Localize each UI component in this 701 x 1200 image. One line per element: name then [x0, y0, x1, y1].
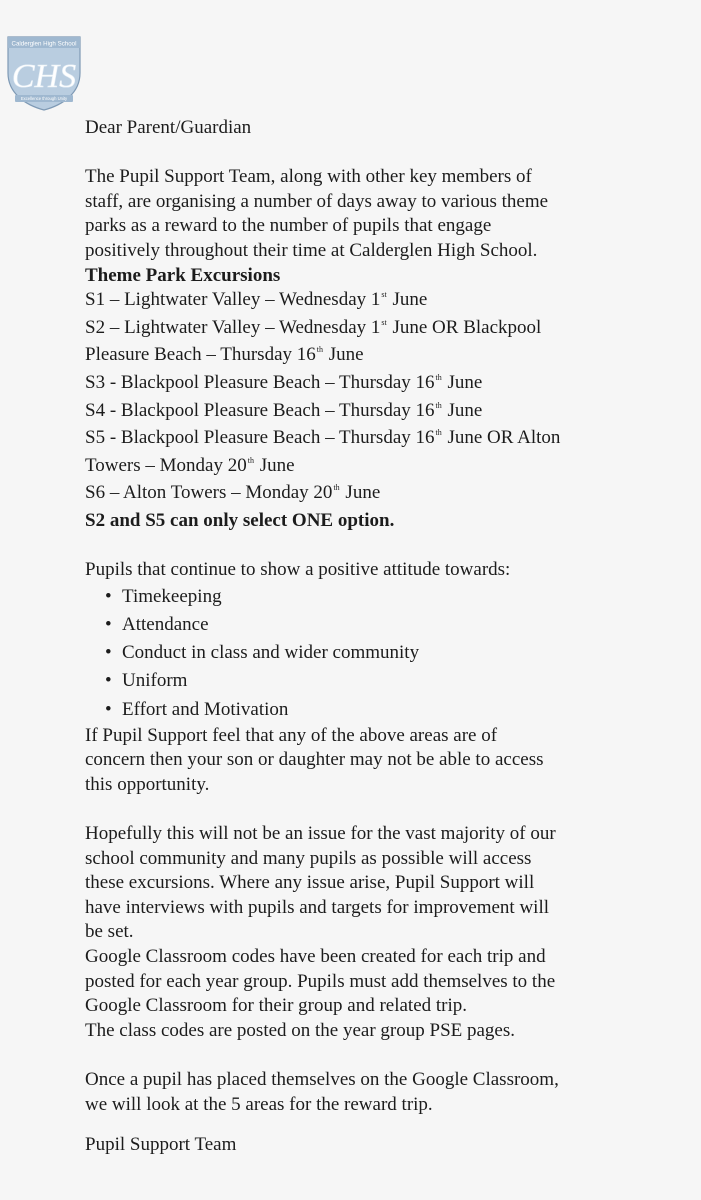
excursion-line: S6 – Alton Towers – Monday 20th June — [85, 482, 381, 504]
hope-line: The class codes are posted on the year group PSE pages. — [85, 1019, 516, 1041]
school-crest-icon — [5, 33, 83, 111]
bullet-icon: • — [105, 642, 112, 664]
concern-line: If Pupil Support feel that any of the above areas are of — [85, 724, 498, 746]
logo-monogram: CHS — [11, 58, 77, 95]
bullet-icon: • — [105, 670, 112, 692]
excursions-list — [85, 288, 660, 509]
closing-line: Once a pupil has placed themselves on the Google Classroom, — [85, 1069, 559, 1091]
intro-line: staff, are organising a number of days away to various theme — [85, 190, 549, 212]
criteria-list — [85, 583, 660, 724]
hope-line: these excursions. Where any issue arise, Pupil Support will — [85, 872, 535, 894]
hope-line: have interviews with pupils and targets for improvement will — [85, 896, 549, 918]
closing-paragraph — [85, 1068, 660, 1117]
criteria-intro: Pupils that continue to show a positive attitude towards: — [85, 559, 511, 581]
excursions-heading: Theme Park Excursions — [85, 264, 281, 286]
signature: Pupil Support Team — [85, 1134, 237, 1156]
greeting: Dear Parent/Guardian — [85, 117, 252, 138]
excursion-line: S1 – Lightwater Valley – Wednesday 1st June — [85, 289, 428, 311]
bullet-icon: • — [105, 698, 112, 720]
bullet-icon: • — [105, 613, 112, 635]
excursion-line: S4 - Blackpool Pleasure Beach – Thursday 16th June — [85, 399, 483, 421]
excursion-line: Pleasure Beach – Thursday 16th June — [85, 344, 364, 366]
excursion-line: S2 – Lightwater Valley – Wednesday 1st June OR Blackpool — [85, 316, 542, 338]
intro-line: The Pupil Support Team, along with other key members of — [85, 166, 532, 188]
concern-paragraph — [85, 724, 660, 798]
list-item: • Attendance — [105, 611, 660, 639]
hope-line: be set. — [85, 921, 134, 943]
closing-line: we will look at the 5 areas for the reward trip. — [85, 1093, 433, 1115]
school-logo — [5, 33, 83, 111]
hope-paragraph — [85, 822, 660, 1043]
hope-line: Hopefully this will not be an issue for the vast majority of our — [85, 823, 556, 845]
concern-line: this opportunity. — [85, 773, 210, 795]
list-item: • Timekeeping — [105, 583, 660, 611]
option-note: S2 and S5 can only select ONE option. — [85, 509, 395, 531]
list-item: • Effort and Motivation — [105, 696, 660, 724]
logo-school-name: Calderglen High School — [11, 40, 77, 48]
logo-motto: Excellence through Unity — [20, 96, 68, 102]
list-item: • Uniform — [105, 667, 660, 695]
concern-line: concern then your son or daughter may not be able to access — [85, 749, 544, 771]
intro-paragraph — [85, 165, 660, 263]
intro-line: positively throughout their time at Calderglen High School. — [85, 239, 538, 261]
excursion-line: Towers – Monday 20th June — [85, 454, 295, 476]
hope-line: Google Classroom for their group and related trip. — [85, 995, 468, 1017]
hope-line: school community and many pupils as possible will access — [85, 847, 532, 869]
excursion-line: S3 - Blackpool Pleasure Beach – Thursday 16th June — [85, 371, 483, 393]
list-item: • Conduct in class and wider community — [105, 639, 660, 667]
hope-line: posted for each year group. Pupils must add themselves to the — [85, 970, 556, 992]
hope-line: Google Classroom codes have been created for each trip and — [85, 946, 546, 968]
intro-line: parks as a reward to the number of pupils that engage — [85, 215, 492, 237]
excursion-line: S5 - Blackpool Pleasure Beach – Thursday 16th June OR Alton — [85, 427, 561, 449]
letter-body — [85, 116, 660, 1158]
bullet-icon: • — [105, 585, 112, 607]
